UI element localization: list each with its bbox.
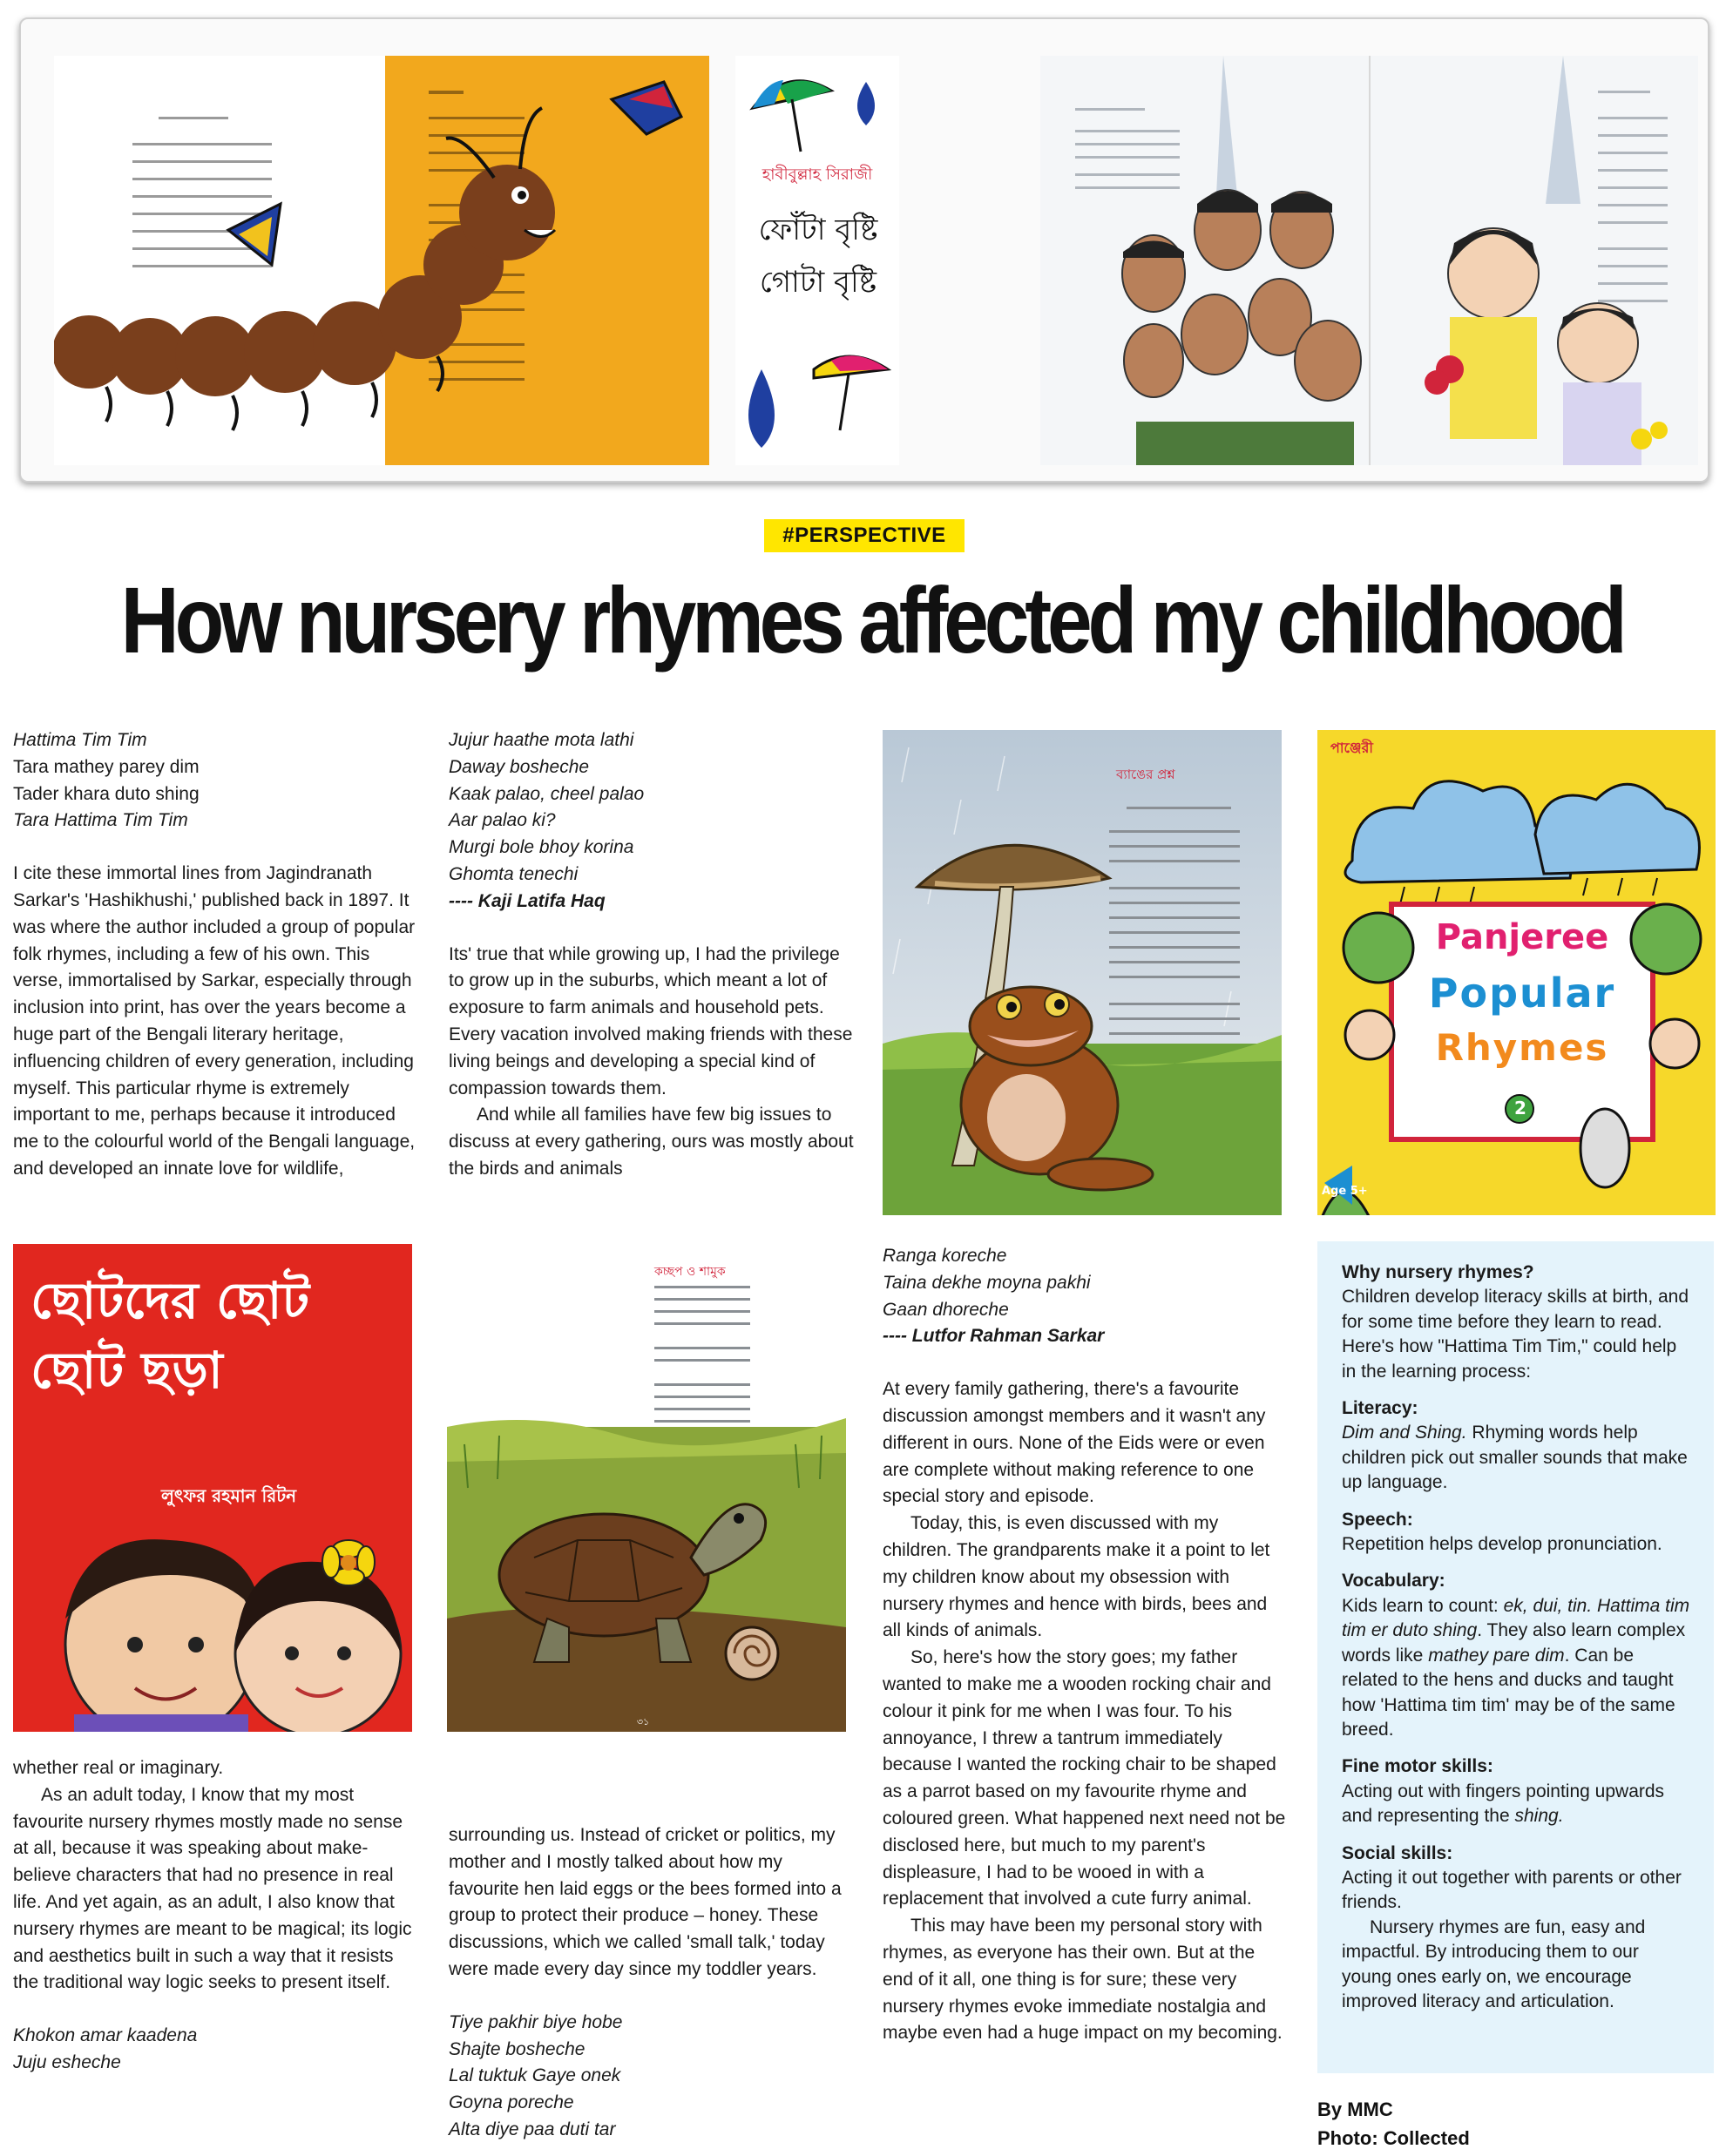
sidebar-closing: Nursery rhymes are fun, easy and impactful. By introducing them to our young ones early on, we encourage improved literacy and articulation. (1342, 1916, 1646, 2011)
section-tag: #PERSPECTIVE (764, 519, 965, 552)
panjeree-volume: 2 (1514, 1098, 1526, 1119)
sidebar-intro: Children develop literacy skills at birth, and for some time before they learn to read. Here's how "Hattima Tim Tim," could help in the learning process: (1342, 1287, 1689, 1382)
umbrella-cover-title: ফোঁটা বৃষ্টি গোটা বৃষ্টি (758, 213, 878, 300)
caterpillar-book-spread (54, 56, 709, 465)
turtle-poem-title: কচ্ছপ ও শামুক (654, 1265, 726, 1279)
paragraph: whether real or imaginary. (13, 1758, 224, 1778)
byline-block (1317, 2095, 1714, 2153)
verse-line: Kaak palao, cheel palao (449, 783, 645, 804)
sidebar-title: Why nursery rhymes? (1342, 1262, 1534, 1282)
verse-line: Gaan dhoreche (883, 1299, 1009, 1320)
verse-line: Goyna poreche (449, 2092, 574, 2113)
red-cover-title: ছোটদের ছোট ছোট ছড়া (30, 1271, 310, 1400)
top-photo-panel (19, 17, 1709, 483)
verse-line: Jujur haathe mota lathi (449, 730, 634, 750)
verse-line: Shajte bosheche (449, 2038, 585, 2059)
verse-line: Lal tuktuk Gaye onek (449, 2065, 621, 2086)
headline: How nursery rhymes affected my childhood (120, 567, 1623, 672)
verse-line: Tara Hattima Tim Tim (13, 810, 188, 831)
verse-line: Ghomta tenechi (449, 863, 579, 884)
paragraph: As an adult today, I know that my most favourite nursery rhymes mostly made no sense at all, because it was speaking about make-believe characters that had no presence in real life. And yet again, as an adult, I also know that nursery rhymes are meant to be magical; its logic and aesthetics built in such a way that it resists the traditional way logic seeks to present itself. (13, 1784, 412, 1993)
verse-line: Tiye pakhir biye hobe (449, 2011, 623, 2032)
frog-rhyme-page (883, 730, 1282, 1215)
verse-line: Murgi bole bhoy korina (449, 837, 634, 858)
paragraph: At every family gathering, there's a favourite discussion amongst members and it wasn't any different in ours. None of the Eids were or even are complete without making reference to one special story and episode. (883, 1379, 1266, 1507)
panjeree-rhymes-cover (1317, 730, 1716, 1215)
turtle-rhyme-page (447, 1244, 846, 1732)
frog-poem-title: ব্যাঙের প্রশ্ন (1116, 767, 1175, 782)
vocabulary-text: Kids learn to count: ek, dui, tin. Hattima tim tim er duto shing. They also learn complex words like mathey pare dim. Can be related to the hens and ducks and taught how 'Hattima tim tim' may be of the same breed. (1342, 1595, 1690, 1740)
panjeree-brand: পাঞ্জেরী (1330, 740, 1373, 756)
why-nursery-rhymes-sidebar (1317, 1241, 1714, 2073)
paragraph: So, here's how the story goes; my father wanted to make me a wooden rocking chair and colour it pink for me when I was four. To his annoyance, I threw a tantrum immediately because I wanted the rocking chair to be shaped as a parrot based on my favourite rhyme and coloured green. What happened next need not be disclosed here, but much to my parent's displeasure, I had to be wooed in with a replacement that involved a cute furry animal. (883, 1647, 1286, 1909)
panjeree-age: Age 5+ (1322, 1185, 1368, 1198)
verse-credit: ---- Lutfor Rahman Sarkar (883, 1326, 1105, 1347)
paragraph: surrounding us. Instead of cricket or politics, my mother and I mostly talked about how my favourite hen laid eggs or the bees formed into a group to protect their produce – honey. These discussions, which we called 'small talk,' today were made every day since my toddler years. (449, 1825, 842, 1979)
column-2-top (449, 727, 854, 1183)
panjeree-title: Panjeree (1435, 917, 1609, 957)
verse-line: Taina dekhe moyna pakhi (883, 1272, 1091, 1293)
verse-line: Tader khara duto shing (13, 783, 200, 804)
umbrella-book-cover (735, 56, 899, 465)
social-skills-heading: Social skills: (1342, 1842, 1453, 1863)
svg-text:৩১: ৩১ (636, 1716, 650, 1727)
paragraph: And while all families have few big issues to discuss at every gathering, ours was mostly about the birds and animals (449, 1105, 854, 1179)
panjeree-popular: Popular (1428, 970, 1616, 1017)
paragraph: Today, this, is even discussed with my children. The grandparents make it a point to let my children know about my obsession with nursery rhymes and hence with birds, bees and all kinds of animals. (883, 1513, 1270, 1641)
motor-skills-heading: Fine motor skills: (1342, 1756, 1493, 1777)
column-1-bottom (13, 1755, 418, 2077)
red-cover-author: লুৎফর রহমান রিটন (161, 1485, 297, 1506)
verse-line: Aar palao ki? (449, 810, 556, 831)
panjeree-rhymes: Rhymes (1435, 1026, 1609, 1069)
verse-credit: ---- Kaji Latifa Haq (449, 890, 606, 911)
vocabulary-heading: Vocabulary: (1342, 1571, 1445, 1592)
verse-line: Khokon amar kaadena (13, 2025, 198, 2046)
literacy-text: Dim and Shing. Rhyming words help children pick out smaller sounds that make up language. (1342, 1423, 1688, 1493)
motor-skills-text: Acting out with fingers pointing upwards and representing the shing. (1342, 1781, 1665, 1827)
byline: By MMC (1317, 2099, 1393, 2120)
verse-line: Juju esheche (13, 2051, 121, 2072)
speech-text: Repetition helps develop pronunciation. (1342, 1534, 1662, 1555)
red-rhyme-book-cover (13, 1244, 412, 1732)
verse-line: Daway bosheche (449, 756, 590, 777)
column-3 (883, 1243, 1288, 2047)
verse-line: Tara mathey parey dim (13, 756, 200, 777)
column-1-top (13, 727, 418, 1183)
umbrella-cover-author: হাবীবুল্লাহ সিরাজী (761, 166, 873, 184)
literacy-heading: Literacy: (1342, 1398, 1418, 1419)
social-skills-text: Acting it out together with parents or other friends. (1342, 1867, 1682, 1913)
freedom-fighters-spread (1040, 56, 1698, 465)
speech-heading: Speech: (1342, 1509, 1413, 1530)
photo-credit: Photo: Collected (1317, 2127, 1470, 2149)
verse-line: Ranga koreche (883, 1246, 1007, 1266)
paragraph: Its' true that while growing up, I had the privilege to grow up in the suburbs, which meant a lot of exposure to farm animals and household pets. Every vacation involved making friends with these living beings and developing a special kind of compassion towards them. (449, 943, 853, 1098)
paragraph: This may have been my personal story with rhymes, as everyone has their own. But at the end of it all, one thing is for sure; these very nursery rhymes evoke immediate nostalgia and maybe even had a huge impact on my becoming. (883, 1916, 1283, 2044)
verse-line: Alta diye paa duti tar (449, 2119, 616, 2139)
paragraph: I cite these immortal lines from Jagindranath Sarkar's 'Hashikhushi,' published back in 1897. It was where the author included a group of popular folk rhymes, including a few of his own. This verse, immortalised by Sarkar, especially through inclusion into print, has over the years become a huge part of the Bengali literary heritage, influencing children of every generation, including myself. This particular rhyme is extremely important to me, perhaps because it introduced me to the colourful world of the Bengali language, and developed an innate love for wildlife, (13, 863, 416, 1179)
column-2-bottom (449, 1822, 854, 2144)
verse-line: Hattima Tim Tim (13, 730, 147, 750)
